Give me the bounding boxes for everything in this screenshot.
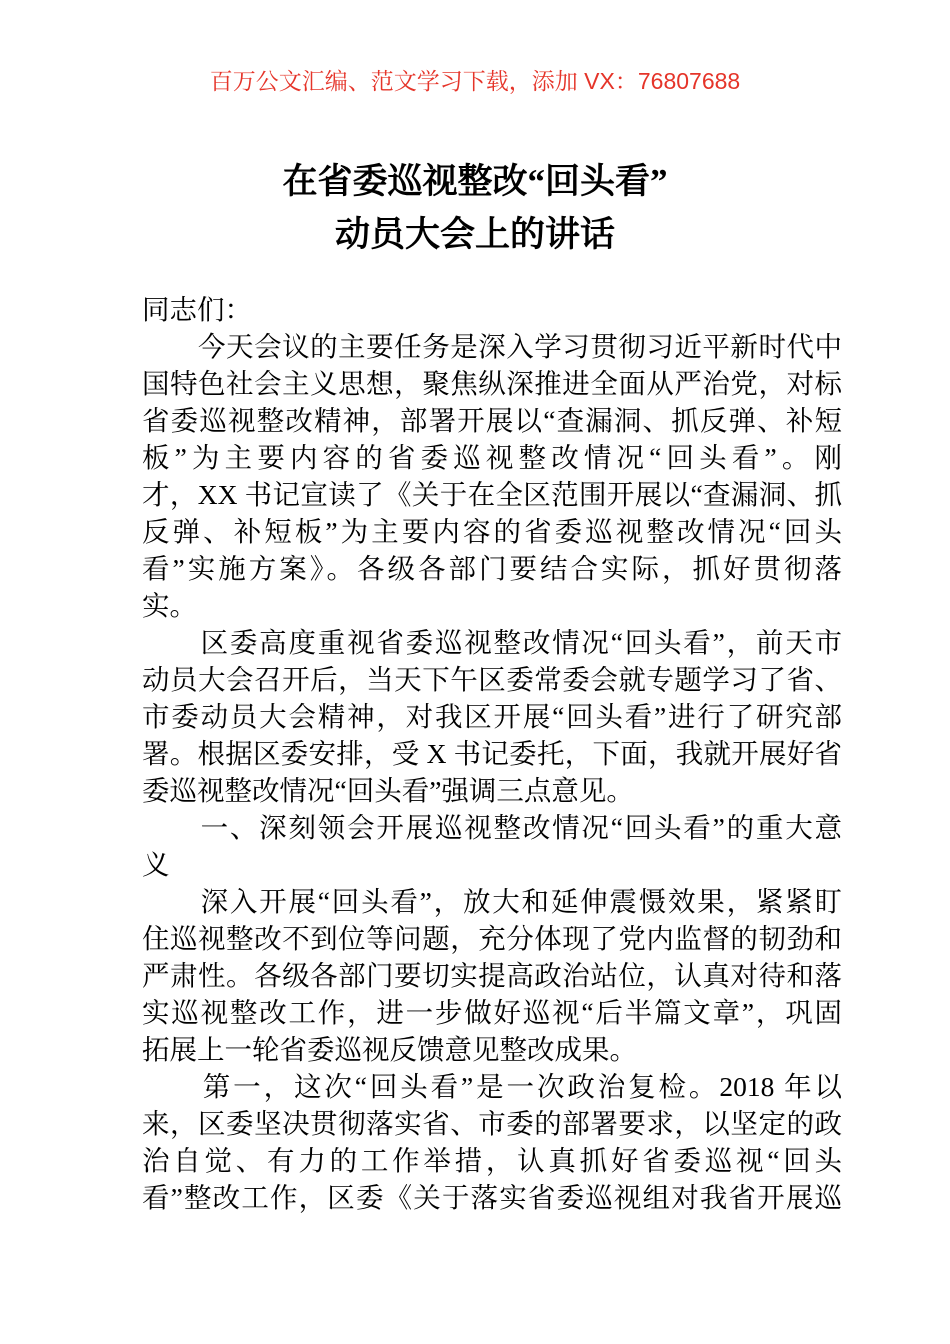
- text-line: 拓展上一轮省委巡视反馈意见整改成果。: [142, 1034, 637, 1065]
- paragraph: [142, 883, 842, 1068]
- promo-banner-text: 百万公文汇编、范文学习下载，添加 VX：76807688: [209, 68, 741, 94]
- text-line: 国特色社会主义思想，聚焦纵深推进全面从严治党，对标: [142, 368, 842, 399]
- text-line: 板”为主要内容的省委巡视整改情况“回头看”。刚: [142, 442, 842, 473]
- paragraph: [142, 1068, 842, 1216]
- text-line: 来，区委坚决贯彻落实省、市委的部署要求，以坚定的政: [142, 1108, 842, 1139]
- text-line: 动员大会召开后，当天下午区委常委会就专题学习了省、: [142, 664, 842, 695]
- text-line: 治自觉、有力的工作举措，认真抓好省委巡视“回头: [142, 1145, 842, 1176]
- text-line: 省委巡视整改精神，部署开展以“查漏洞、抓反弹、补短: [142, 405, 842, 436]
- text-line: 今天会议的主要任务是深入学习贯彻习近平新时代中: [142, 331, 842, 362]
- text-line: 区委高度重视省委巡视整改情况“回头看”，前天市: [142, 627, 842, 658]
- document-body: [142, 291, 842, 1216]
- text-line: 同志们：: [142, 294, 252, 325]
- text-line: 住巡视整改不到位等问题，充分体现了党内监督的韧劲和: [142, 923, 842, 954]
- text-line: 市委动员大会精神，对我区开展“回头看”进行了研究部: [142, 701, 842, 732]
- text-line: 严肃性。各级各部门要切实提高政治站位，认真对待和落: [142, 960, 842, 991]
- text-line: 一、深刻领会开展巡视整改情况“回头看”的重大意: [142, 812, 842, 843]
- text-line: 实巡视整改工作，进一步做好巡视“后半篇文章”，巩固: [142, 997, 842, 1028]
- text-line: 实。: [142, 590, 197, 621]
- paragraph: [142, 624, 842, 809]
- text-line: 看”整改工作，区委《关于落实省委巡视组对我省开展巡: [142, 1182, 842, 1213]
- text-line: 深入开展“回头看”，放大和延伸震慑效果，紧紧盯: [142, 886, 842, 917]
- paragraph: [142, 291, 842, 328]
- text-line: 署。根据区委安排，受 X 书记委托，下面，我就开展好省: [142, 738, 842, 769]
- document-title-line-2: 动员大会上的讲话: [334, 215, 615, 254]
- text-line: 反弹、补短板”为主要内容的省委巡视整改情况“回头: [142, 516, 842, 547]
- text-line: 义: [142, 849, 170, 880]
- paragraph: [142, 328, 842, 624]
- text-line: 看”实施方案》。各级各部门要结合实际，抓好贯彻落: [142, 553, 842, 584]
- text-line: 委巡视整改情况“回头看”强调三点意见。: [142, 775, 634, 806]
- paragraph: [142, 809, 842, 883]
- text-line: 才，XX 书记宣读了《关于在全区范围开展以“查漏洞、抓: [142, 479, 842, 510]
- document-title-line-1: 在省委巡视整改“回头看”: [282, 162, 668, 201]
- document-title: [0, 155, 950, 261]
- text-line: 第一，这次“回头看”是一次政治复检。2018 年以: [142, 1071, 842, 1102]
